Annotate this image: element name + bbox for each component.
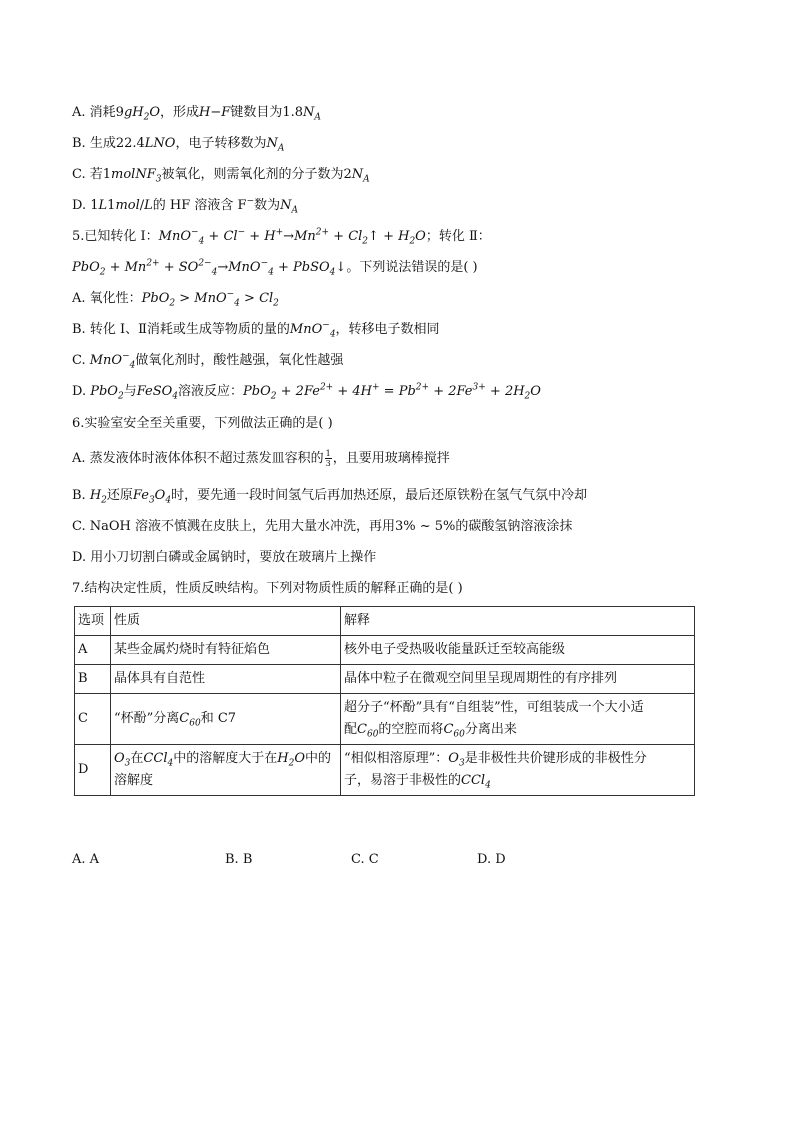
- table-row: [75, 665, 695, 694]
- q4-b-text: B. 生成: [72, 136, 116, 151]
- q4-a-na: N: [303, 105, 315, 120]
- q4-a-text3: 键数目为: [230, 105, 283, 120]
- q6-option-d: D. 用小刀切割白磷或金属钠时，要放在玻璃片上操作: [72, 550, 377, 565]
- header-explanation: 解释: [341, 607, 695, 636]
- q5-option-a: A. 氧化性：$PbO_2 > MnO^-_4 > Cl_2$: [72, 289, 279, 309]
- row-property: $O_3$在CCl$_4$中的溶解度大于在$H_2O$中的 溶解度: [111, 745, 341, 796]
- header-option: 选项: [75, 607, 111, 636]
- row-option: C: [75, 694, 111, 745]
- q4-d-text2: 的 HF 溶液含 F: [152, 198, 247, 213]
- q4-option-a: [72, 104, 321, 122]
- q4-option-d: [72, 197, 298, 215]
- row-property: 某些金属灼烧时有特征焰色: [111, 636, 341, 665]
- answer-choice-a[interactable]: A. A: [72, 852, 100, 867]
- q4-d-num2: 1: [107, 198, 116, 213]
- q5-stem-suffix: ；转化 Ⅱ：: [425, 229, 491, 244]
- q4-a-formula: gH: [123, 105, 144, 120]
- row-explanation: 晶体中粒子在微观空间里呈现周期性的有序排列: [341, 665, 695, 694]
- answer-choice-b[interactable]: B. B: [225, 852, 253, 867]
- table-row: [75, 694, 695, 745]
- q6-stem: 6.实验室安全至关重要，下列做法正确的是( ): [72, 416, 333, 431]
- row-explanation: “相似相溶原理”：$O_3$是非极性共价键形成的非极性分 子，易溶于非极性的CCl$_4$: [341, 745, 695, 796]
- row-explanation: 超分子“杯酚”具有“自组装”性，可组装成一个大小适 配$C_{60}$的空腔而将$C_{60}$分离出来: [341, 694, 695, 745]
- q7-table: [74, 606, 695, 796]
- q4-a-h: H: [199, 105, 211, 120]
- q5-stem-line1: [72, 228, 491, 246]
- q4-a-mass: 9: [115, 105, 124, 120]
- q4-a-sub: 2: [143, 112, 150, 123]
- q5-stem-line2: [72, 259, 478, 277]
- q4-d-na: N: [280, 198, 292, 213]
- row-option: A: [75, 636, 111, 665]
- header-property: 性质: [111, 607, 341, 636]
- q5-option-b: B. 转化 Ⅰ、Ⅱ消耗或生成等物质的量的MnO−$_4$，转移电子数相同: [72, 320, 440, 340]
- q4-a-text2: ，形成: [160, 105, 200, 120]
- q4-c-text: C. 若: [72, 167, 103, 182]
- row-explanation: 核外电子受热吸收能量跃迁至较高能级: [341, 636, 695, 665]
- q5-stem-prefix: 5.已知转化 Ⅰ：: [72, 229, 159, 244]
- q4-b-na: N: [266, 136, 278, 151]
- row-option: D: [75, 745, 111, 796]
- q4-option-b: [72, 135, 284, 153]
- q4-a-formula-o: O: [149, 105, 161, 120]
- q4-c-na-sub: A: [363, 174, 370, 185]
- q6-option-b: B. $H_2$还原$Fe_3O_4$时，要先通一段时间氢气后再加热还原，最后还原铁粉在氢气气氛中冷却: [72, 488, 588, 506]
- row-property: “杯酚”分离$C_{60}$和 C7: [111, 694, 341, 745]
- q4-c-text2: 被氧化，则需氧化剂的分子数为: [161, 167, 344, 182]
- q4-b-na-sub: A: [277, 143, 285, 154]
- q4-d-unit-mol: mol: [115, 198, 140, 213]
- q5-option-d: D. PbO$_2$与FeSO$_4$溶液反应：$PbO_2 + 2Fe^{2+} + 4H^+ = Pb^{2+} + 2Fe^{3+} + 2H_2O$: [72, 382, 541, 402]
- q4-d-unit-l: L: [98, 198, 108, 213]
- q4-d-sup: −: [246, 196, 255, 207]
- q4-b-formula: LNO: [144, 136, 176, 151]
- q4-b-text2: ，电子转移数为: [175, 136, 267, 151]
- q5-question: 。下列说法错误的是( ): [346, 260, 478, 275]
- q4-option-c: [72, 166, 370, 184]
- q4-d-slash: /: [139, 198, 145, 213]
- q4-a-num: 1.8: [282, 105, 304, 120]
- q6-option-a: A. 蒸发液体时液体体积不超过蒸发皿容积的 $\frac{1}{3}$ ，且要用玻璃棒搅拌: [72, 449, 450, 468]
- table-header-row: [75, 607, 695, 636]
- q4-c-formula: molNF: [111, 167, 156, 182]
- q4-d-num: 1: [90, 198, 99, 213]
- table-row: [75, 745, 695, 796]
- q4-a-f: F: [221, 105, 231, 120]
- q4-c-num: 1: [102, 167, 112, 182]
- q7-answer-choices: [72, 852, 572, 872]
- q4-d-na-sub: A: [291, 205, 298, 216]
- q6-option-c: C. NaOH 溶液不慎溅在皮肤上，先用大量水冲洗，再用3% ~ 5%的碳酸氢钠溶液涂抹: [72, 519, 573, 534]
- q5-reaction-2: $PbO_2 + Mn^{2+} + SO^{2-}_4\to MnO^-_4$ + PbSO$_4$↓: [72, 258, 347, 278]
- q4-c-sub: 3: [155, 174, 162, 185]
- q7-stem: 7.结构决定性质，性质反映结构。下列对物质性质的解释正确的是( ): [72, 581, 463, 596]
- row-option: B: [75, 665, 111, 694]
- q4-a-na-sub: A: [314, 112, 321, 123]
- q5-option-c: C. MnO−$_4$做氧化剂时，酸性越强，氧化性越强: [72, 351, 344, 371]
- q4-c-na: N: [351, 167, 364, 182]
- q4-c-num2: 2: [343, 167, 352, 182]
- q4-d-unit-l2: L: [144, 198, 153, 213]
- q4-a-dash: −: [210, 105, 222, 120]
- answer-choice-d[interactable]: D. D: [477, 852, 506, 867]
- q4-d-text3: 数为: [254, 198, 281, 213]
- fraction: $\frac{1}{3}$: [325, 449, 331, 468]
- q4-a-text: A. 消耗: [72, 105, 116, 120]
- row-property: 晶体具有自范性: [111, 665, 341, 694]
- q4-b-vol: 22.4: [115, 136, 145, 151]
- q4-d-text: D.: [72, 198, 91, 213]
- table-row: [75, 636, 695, 665]
- answer-choice-c[interactable]: C. C: [351, 852, 379, 867]
- q5-reaction-1: $MnO^-_4 + Cl^- + H^+\to Mn^{2+}$ + $Cl_2↑ + H_2O$: [158, 227, 426, 247]
